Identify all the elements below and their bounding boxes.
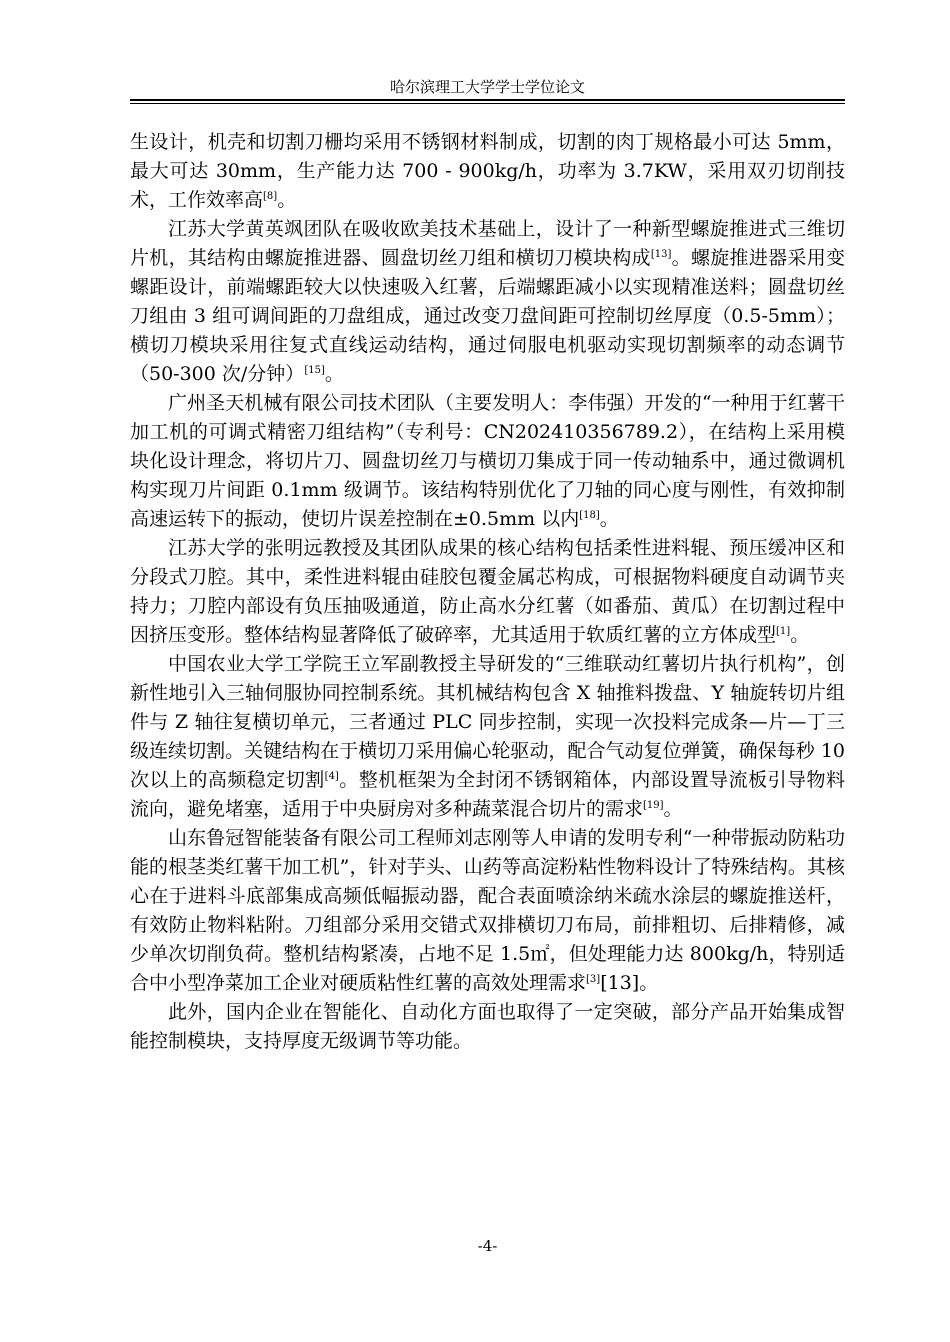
paragraph (130, 534, 845, 650)
document-body (130, 128, 845, 1056)
citation-ref: [13] (650, 249, 672, 260)
citation-ref: [4] (324, 771, 339, 782)
paragraph (130, 650, 845, 824)
paragraph-text: 江苏大学黄英飒团队在吸收欧美技术基础上，设计了一种新型螺旋推进式三维切片机，其结构由螺旋推进器、圆盘切丝刀组和横切刀模块构成 (130, 218, 845, 269)
paragraph (130, 389, 845, 534)
paragraph-text: 。 (790, 624, 810, 646)
citation-ref: [3] (586, 974, 601, 985)
paragraph (130, 824, 845, 998)
paragraph-text: 。 (324, 363, 344, 385)
page-header-title: 哈尔滨理工大学学士学位论文 (389, 78, 585, 96)
header-rule-thin (130, 103, 845, 104)
paragraph-text: 。螺旋推进器采用变螺距设计，前端螺距较大以快速吸入红薯，后端螺距减小以实现精准送料；圆盘切丝刀组由 3 组可调间距的刀盘组成，通过改变刀盘间距可控制切丝厚度（0.5-5mm）；横切刀模块采用往复式直线运动结构，通过伺服电机驱动实现切割频率的动态调节（50-300 次/分钟） (130, 247, 845, 385)
citation-ref: [8] (263, 191, 278, 202)
paragraph-text: 江苏大学的张明远教授及其团队成果的核心结构包括柔性进料辊、预压缓冲区和分段式刀腔。其中，柔性进料辊由硅胶包覆金属芯构成，可根据物料硬度自动调节夹持力；刀腔内部设有负压抽吸通道，防止高水分红薯（如番茄、黄瓜）在切割过程中因挤压变形。整体结构显著降低了破碎率，尤其适用于软质红薯的立方体成型 (130, 537, 845, 646)
paragraph-text: 。 (277, 189, 297, 211)
paragraph (130, 128, 845, 215)
paragraph-text: 。 (599, 508, 619, 530)
paragraph-text: [13]。 (600, 972, 659, 994)
paragraph (130, 998, 845, 1056)
paragraph-text: 此外，国内企业在智能化、自动化方面也取得了一定突破，部分产品开始集成智能控制模块，支持厚度无级调节等功能。 (130, 1001, 845, 1052)
citation-ref: [19] (643, 800, 664, 811)
citation-ref: [18] (579, 510, 600, 521)
paragraph-text: 生设计，机壳和切割刀栅均采用不锈钢材料制成，切割的肉丁规格最小可达 5mm，最大可达 30mm，生产能力达 700 - 900kg/h，功率为 3.7KW，采用双刃切削技术，工作效率高 (130, 131, 845, 211)
paragraph-text: 。 (663, 798, 683, 820)
citation-ref: [1] (776, 626, 791, 637)
paragraph-text: 中国农业大学工学院王立军副教授主导研发的“三维联动红薯切片执行机构”，创新性地引入三轴伺服协同控制系统。其机械结构包含 X 轴推料拨盘、Y 轴旋转切片组件与 Z 轴往复横切单元，三者通过 PLC 同步控制，实现一次投料完成条—片—丁三级连续切割。关键结构在于横切刀采用偏心轮驱动，配合气动复位弹簧，确保每秒 10 次以上的高频稳定切割 (130, 653, 845, 791)
paragraph (130, 215, 845, 389)
header-rule-thick (130, 99, 845, 101)
paragraph-text: 广州圣天机械有限公司技术团队（主要发明人：李伟强）开发的“一种用于红薯干加工机的可调式精密刀组结构”（专利号：CN202410356789.2），在结构上采用模块化设计理念，将切片刀、圆盘切丝刀与横切刀集成于同一传动轴系中，通过微调机构实现刀片间距 0.1mm 级调节。该结构特别优化了刀轴的同心度与刚性，有效抑制高速运转下的振动，使切片误差控制在±0.5mm 以内 (130, 392, 845, 530)
citation-ref: [15] (304, 365, 325, 376)
page-number: -4- (477, 1237, 498, 1255)
paragraph-text: 山东鲁冠智能装备有限公司工程师刘志刚等人申请的发明专利“一种带振动防粘功能的根茎类红薯干加工机”，针对芋头、山药等高淀粉粘性物料设计了特殊结构。其核心在于进料斗底部集成高频低幅振动器，配合表面喷涂纳米疏水涂层的螺旋推送杆，有效防止物料粘附。刀组部分采用交错式双排横切刀布局，前排粗切、后排精修，减少单次切削负荷。整机结构紧凑，占地不足 1.5㎡，但处理能力达 800kg/h，特别适合中小型净菜加工企业对硬质粘性红薯的高效处理需求 (130, 827, 845, 994)
paragraph-text: 。整机框架为全封闭不锈钢箱体，内部设置导流板引导物料流向，避免堵塞，适用于中央厨房对多种蔬菜混合切片的需求 (130, 769, 845, 820)
